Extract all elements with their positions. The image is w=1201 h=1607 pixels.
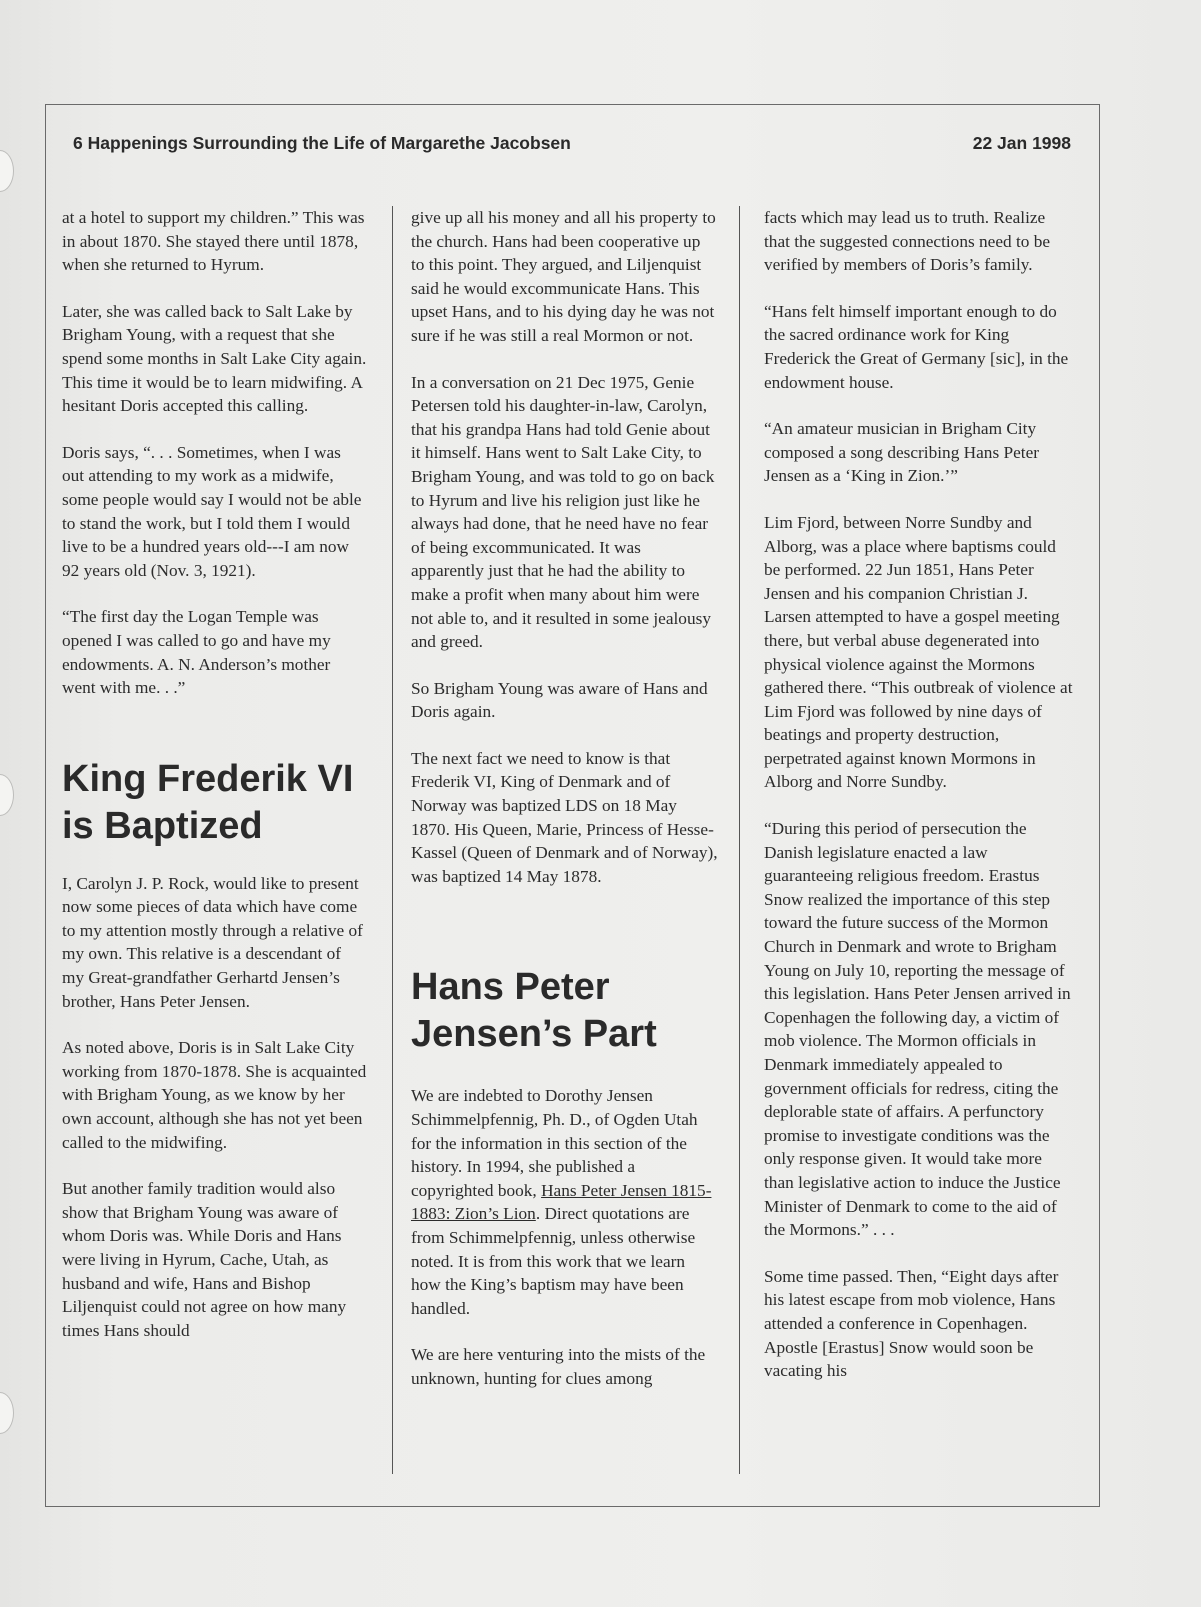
heading-line: Hans Peter [411,966,610,1009]
binder-hole [0,774,14,816]
paragraph: “Hans felt himself important enough to do the sacred ordinance work for King Frederick the Great of Germany [sic], in the endowment house. [764,301,1069,392]
binder-hole [0,1392,14,1434]
heading-line: is Baptized [62,804,263,847]
column-divider [392,206,393,1474]
header-title: 6 Happenings Surrounding the Life of Margarethe Jacobsen [73,133,571,153]
header-date: 22 Jan 1998 [972,133,1071,153]
paragraph: facts which may lead us to truth. Realize that the suggested connections need to be verified by members of Doris’s family. [764,208,1051,275]
section-heading-hans-peter [411,964,718,1058]
column-2 [411,206,718,1414]
column-divider [739,206,740,1474]
paragraph: Lim Fjord, between Norre Sundby and Alborg, was a place where baptisms could be performed. 22 Jun 1851, Hans Peter Jensen and his companion Christian J. Larsen attempted to have a gospel meeting there, but verbal abuse degenerated into physical violence against the Mormons gathered there. “This outbreak of violence at Lim Fjord was followed by nine days of beatings and property destruction, perpetrated against known Mormons in Alborg and Norre Sundby. [764,512,1073,792]
paragraph: at a hotel to support my children.” This was in about 1870. She stayed there until 1878, when she returned to Hyrum. [62,208,365,275]
book-title: Hans Peter Jensen 1815-1883: Zion’s Lion [411,1180,712,1224]
column-1 [62,206,367,1365]
paragraph: So Brigham Young was aware of Hans and Doris again. [411,678,708,722]
paragraph [411,1084,718,1320]
section-heading-king-frederik [62,756,367,850]
column-3 [764,206,1074,1406]
paragraph: We are here venturing into the mists of the unknown, hunting for clues among [411,1345,706,1388]
paragraph: “The first day the Logan Temple was opened I was called to go and have my endowments. A. N. Anderson’s mother went with me. . .” [62,607,331,698]
paragraph: Doris says, “. . . Sometimes, when I was out attending to my work as a midwife, some people would say I would not be able to stand the work, but I told them I would live to be a hundred years old---I am now 92 years old (Nov. 3, 1921). [62,442,362,580]
paragraph: give up all his money and all his property to the church. Hans had been cooperative up to this point. They argued, and Liljenquist said he would excommunicate Hans. This upset Hans, and to his dying day he was not sure if he was still a real Mormon or not. [411,208,716,345]
text-run: . Direct quotations are from Schimmelpfennig, unless otherwise noted. It is from this work that we learn how the King’s baptism may have been handled. [411,1204,696,1318]
text-run: We are indebted to Dorothy Jensen Schimmelpfennig, Ph. D., of Ogden Utah for the information in this section of the history. In 1994, she published a copyrighted book, [411,1086,698,1200]
paragraph: Some time passed. Then, “Eight days after his latest escape from mob violence, Hans attended a conference in Copenhagen. Apostle [Erastus] Snow would soon be vacating his [764,1266,1059,1381]
paragraph: “During this period of persecution the Danish legislature enacted a law guaranteeing religious freedom. Erastus Snow realized the importance of this step toward the future success of the Mormon Church in Denmark and wrote to Brigham Young on July 10, reporting the message of this legislation. Hans Peter Jensen arrived in Copenhagen the following day, a victim of mob violence. The Mormon officials in Denmark immediately appealed to government officials for redress, citing the deplorable state of affairs. A perfunctory promise to investigate conditions was the only response given. It would take more than legislative action to induce the Justice Minister of Denmark to come to the aid of the Mormons.” . . . [764,819,1071,1240]
paragraph: But another family tradition would also show that Brigham Young was aware of whom Doris was. While Doris and Hans were living in Hyrum, Cache, Utah, as husband and wife, Hans and Bishop Liljenquist could not agree on how many times Hans should [62,1179,347,1340]
heading-line: Jensen’s Part [411,1013,657,1056]
paragraph: “An amateur musician in Brigham City composed a song describing Hans Peter Jensen as a ‘King in Zion.’” [764,419,1039,486]
running-header [73,133,1071,159]
paragraph: The next fact we need to know is that Frederik VI, King of Denmark and of Norway was baptized LDS on 18 May 1870. His Queen, Marie, Princess of Hesse-Kassel (Queen of Denmark and of Norway), was baptized 14 May 1878. [411,748,718,886]
binder-hole [0,150,14,192]
paragraph: In a conversation on 21 Dec 1975, Genie Petersen told his daughter-in-law, Carolyn, that his grandpa Hans had told Genie about it himself. Hans went to Salt Lake City, to Brigham Young, and was told to go on back to Hyrum and live his religion just like he always had done, that he need have no fear of being excommunicated. It was apparently just that he had the ability to make a profit when many about him were not able to, and it resulted in some jealousy and greed. [411,372,715,652]
paragraph: As noted above, Doris is in Salt Lake City working from 1870-1878. She is acquainted with Brigham Young, as we know by her own account, although she has not yet been called to the midwifing. [62,1038,367,1152]
paragraph: Later, she was called back to Salt Lake by Brigham Young, with a request that she spend some months in Salt Lake City again. This time it would be to learn midwifing. A hesitant Doris accepted this calling. [62,301,367,416]
paragraph: I, Carolyn J. P. Rock, would like to present now some pieces of data which have come to my attention mostly through a relative of my own. This relative is a descendant of my Great-grandfather Gerhartd Jensen’s brother, Hans Peter Jensen. [62,873,363,1011]
heading-line: King Frederik VI [62,757,354,800]
